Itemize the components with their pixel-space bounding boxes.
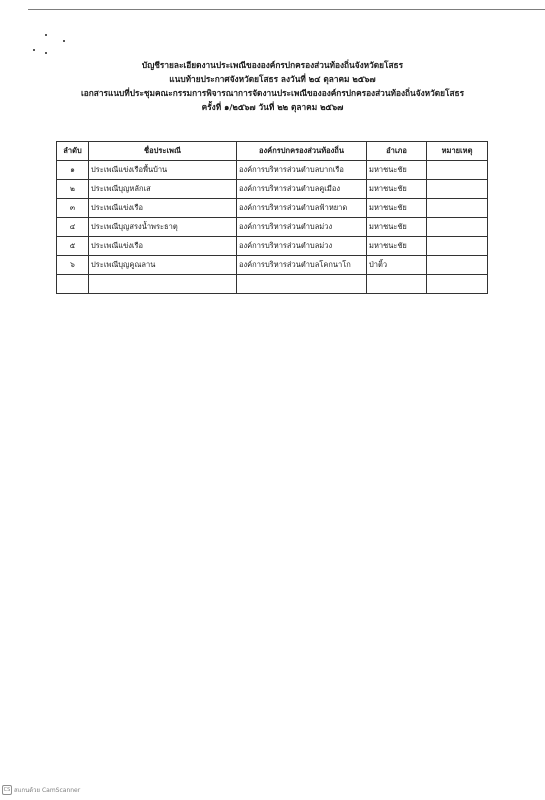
organization: องค์การบริหารส่วนตำบลโคกนาโก bbox=[237, 256, 367, 275]
row-number bbox=[57, 275, 89, 294]
title-line-1: บัญชีรายละเอียดงานประเพณีขององค์กรปกครองส่วนท้องถิ่นจังหวัดยโสธร bbox=[141, 60, 404, 70]
table-row-empty bbox=[57, 275, 488, 294]
document-header bbox=[0, 58, 545, 114]
header-remarks: หมายเหตุ bbox=[427, 142, 488, 161]
row-number: ๑ bbox=[57, 161, 89, 180]
scan-speck bbox=[45, 34, 47, 36]
table-row bbox=[57, 161, 488, 180]
district: มหาชนะชัย bbox=[367, 218, 427, 237]
tradition-name: ประเพณีบุญสรงน้ำพระธาตุ bbox=[89, 218, 237, 237]
table-row bbox=[57, 199, 488, 218]
scanner-text: สแกนด้วย CamScanner bbox=[14, 787, 81, 794]
camscanner-icon: CS bbox=[3, 787, 11, 793]
tradition-name: ประเพณีแข่งเรือ bbox=[89, 199, 237, 218]
district: มหาชนะชัย bbox=[367, 199, 427, 218]
tradition-name: ประเพณีแข่งเรือ bbox=[89, 237, 237, 256]
row-number: ๓ bbox=[57, 199, 89, 218]
remarks bbox=[427, 199, 488, 218]
organization: องค์การบริหารส่วนตำบลม่วง bbox=[237, 218, 367, 237]
remarks bbox=[427, 218, 488, 237]
title-line-2: แนบท้ายประกาศจังหวัดยโสธร ลงวันที่ ๒๔ ตุลาคม ๒๕๖๗ bbox=[169, 74, 376, 84]
district bbox=[367, 275, 427, 294]
table-row bbox=[57, 180, 488, 199]
tradition-name: ประเพณีบุญคูณลาน bbox=[89, 256, 237, 275]
row-number: ๖ bbox=[57, 256, 89, 275]
top-rule bbox=[28, 9, 545, 10]
district: มหาชนะชัย bbox=[367, 180, 427, 199]
tradition-name: ประเพณีแข่งเรือพื้นบ้าน bbox=[89, 161, 237, 180]
table-header-row bbox=[57, 142, 488, 161]
remarks bbox=[427, 161, 488, 180]
organization: องค์การบริหารส่วนตำบลม่วง bbox=[237, 237, 367, 256]
scan-speck bbox=[63, 40, 65, 42]
district: มหาชนะชัย bbox=[367, 237, 427, 256]
tradition-table bbox=[56, 141, 488, 294]
title-line-3: เอกสารแนบที่ประชุมคณะกรรมการพิจารณาการจัดงานประเพณีขององค์กรปกครองส่วนท้องถิ่นจังหวัดยโสธร bbox=[80, 88, 465, 98]
title-line-4: ครั้งที่ ๑/๒๕๖๗ วันที่ ๒๒ ตุลาคม ๒๕๖๗ bbox=[201, 102, 344, 112]
header-district: อำเภอ bbox=[367, 142, 427, 161]
tradition-name: ประเพณีบุญหลักเส bbox=[89, 180, 237, 199]
table-row bbox=[57, 256, 488, 275]
header-local-organization: องค์กรปกครองส่วนท้องถิ่น bbox=[237, 142, 367, 161]
row-number: ๔ bbox=[57, 218, 89, 237]
organization: องค์การบริหารส่วนตำบลคูเมือง bbox=[237, 180, 367, 199]
row-number: ๕ bbox=[57, 237, 89, 256]
header-tradition-name: ชื่อประเพณี bbox=[89, 142, 237, 161]
remarks bbox=[427, 256, 488, 275]
scan-speck bbox=[33, 49, 35, 51]
organization bbox=[237, 275, 367, 294]
header-order: ลำดับ bbox=[57, 142, 89, 161]
remarks bbox=[427, 180, 488, 199]
scan-speck bbox=[45, 52, 47, 54]
remarks bbox=[427, 237, 488, 256]
row-number: ๒ bbox=[57, 180, 89, 199]
tradition-name bbox=[89, 275, 237, 294]
organization: องค์การบริหารส่วนตำบลฟ้าหยาด bbox=[237, 199, 367, 218]
table-row bbox=[57, 218, 488, 237]
remarks bbox=[427, 275, 488, 294]
district: มหาชนะชัย bbox=[367, 161, 427, 180]
district: ป่าติ้ว bbox=[367, 256, 427, 275]
organization: องค์การบริหารส่วนตำบลบากเรือ bbox=[237, 161, 367, 180]
scanner-watermark bbox=[2, 785, 80, 795]
table-row bbox=[57, 237, 488, 256]
